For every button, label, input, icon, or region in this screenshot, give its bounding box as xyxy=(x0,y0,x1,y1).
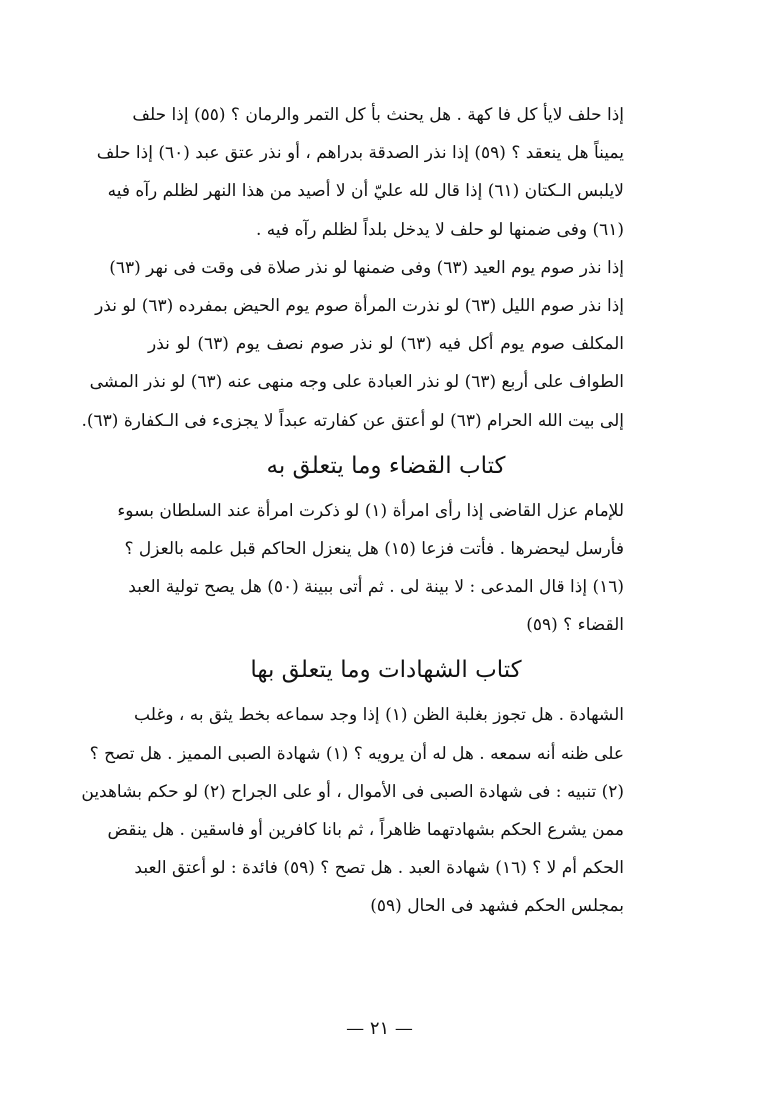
text-line: القضاء ؟ (٥٩) xyxy=(526,615,624,636)
page-number: — ٢١ — xyxy=(346,1018,413,1039)
text-line: الحكم أم لا ؟ (١٦) شهادة العبد . هل تصح ؟ (٥٩) فائدة : لو أعتق العبد xyxy=(134,858,624,879)
text-line: ممن يشرع الحكم بشهادتهما ظاهراً ، ثم بانا كافرين أو فاسقين . هل ينقض xyxy=(107,820,624,840)
text-line: على ظنه أنه سمعه . هل له أن يرويه ؟ (١) شهادة الصبى المميز . هل تصح ؟ xyxy=(89,743,624,764)
text-line: فأرسل ليحضرها . فأتت فزعا (١٥) هل ينعزل الحاكم قبل علمه بالعزل ؟ xyxy=(124,538,624,559)
text-line: (١٦) إذا قال المدعى : لا بينة لى . ثم أتى ببينة (٥٠) هل يصح تولية العبد xyxy=(128,577,624,598)
text-line: المكلف صوم يوم أكل فيه (٦٣) لو نذر صوم نصف يوم (٦٣) لو نذر xyxy=(148,334,624,355)
text-line: إذا نذر صوم الليل (٦٣) لو نذرت المرأة صوم يوم الحيض بمفرده (٦٣) لو نذر xyxy=(95,295,624,316)
text-line: إذا حلف لايأ كل فا كهة . هل يحنث بأ كل التمر والرمان ؟ (٥٥) إذا حلف xyxy=(132,105,624,125)
text-line: الطواف على أربع (٦٣) لو نذر العبادة على وجه منهى عنه (٦٣) لو نذر المشى xyxy=(89,372,624,393)
chapter-heading-judiciary: كتاب القضاء وما يتعلق به xyxy=(266,452,506,479)
text-line: إذا نذر صوم يوم العيد (٦٣) وفى ضمنها لو نذر صلاة فى وقت فى نهر (٦٣) xyxy=(109,257,624,278)
text-line: بمجلس الحكم فشهد فى الحال (٥٩) xyxy=(370,896,624,917)
text-line: لايلبس الـكتان (٦١) إذا قال لله عليّ أن لا أصيد من هذا النهر لظلم رآه فيه xyxy=(107,181,624,202)
paragraph-oaths xyxy=(96,96,624,249)
page-body xyxy=(81,96,624,926)
paragraph-judiciary xyxy=(117,492,624,645)
chapter-heading-testimony: كتاب الشهادات وما يتعلق بها xyxy=(250,657,522,684)
paragraph-testimony xyxy=(81,696,624,925)
text-line: يميناً هل ينعقد ؟ (٥٩) إذا نذر الصدقة بدراهم ، أو نذر عتق عبد (٦٠) إذا حلف xyxy=(96,143,624,164)
text-line: الشهادة . هل تجوز بغلبة الظن (١) إذا وجد سماعه بخط يثق به ، وغلب xyxy=(134,705,624,726)
text-line: (٦١) وفى ضمنها لو حلف لا يدخل بلداً لظلم رآه فيه . xyxy=(255,219,624,240)
paragraph-vows xyxy=(81,249,624,440)
text-line: للإمام عزل القاضى إذا رأى امرأة (١) لو ذكرت امرأة عند السلطان بسوء xyxy=(117,500,624,521)
text-line: إلى بيت الله الحرام (٦٣) لو أعتق عن كفارته عبداً لا يجزىء فى الـكفارة (٦٣). xyxy=(81,410,624,431)
text-line: (٢) تنبيه : فى شهادة الصبى فى الأموال ، أو على الجراح (٢) لو حكم بشاهدين xyxy=(81,781,624,802)
